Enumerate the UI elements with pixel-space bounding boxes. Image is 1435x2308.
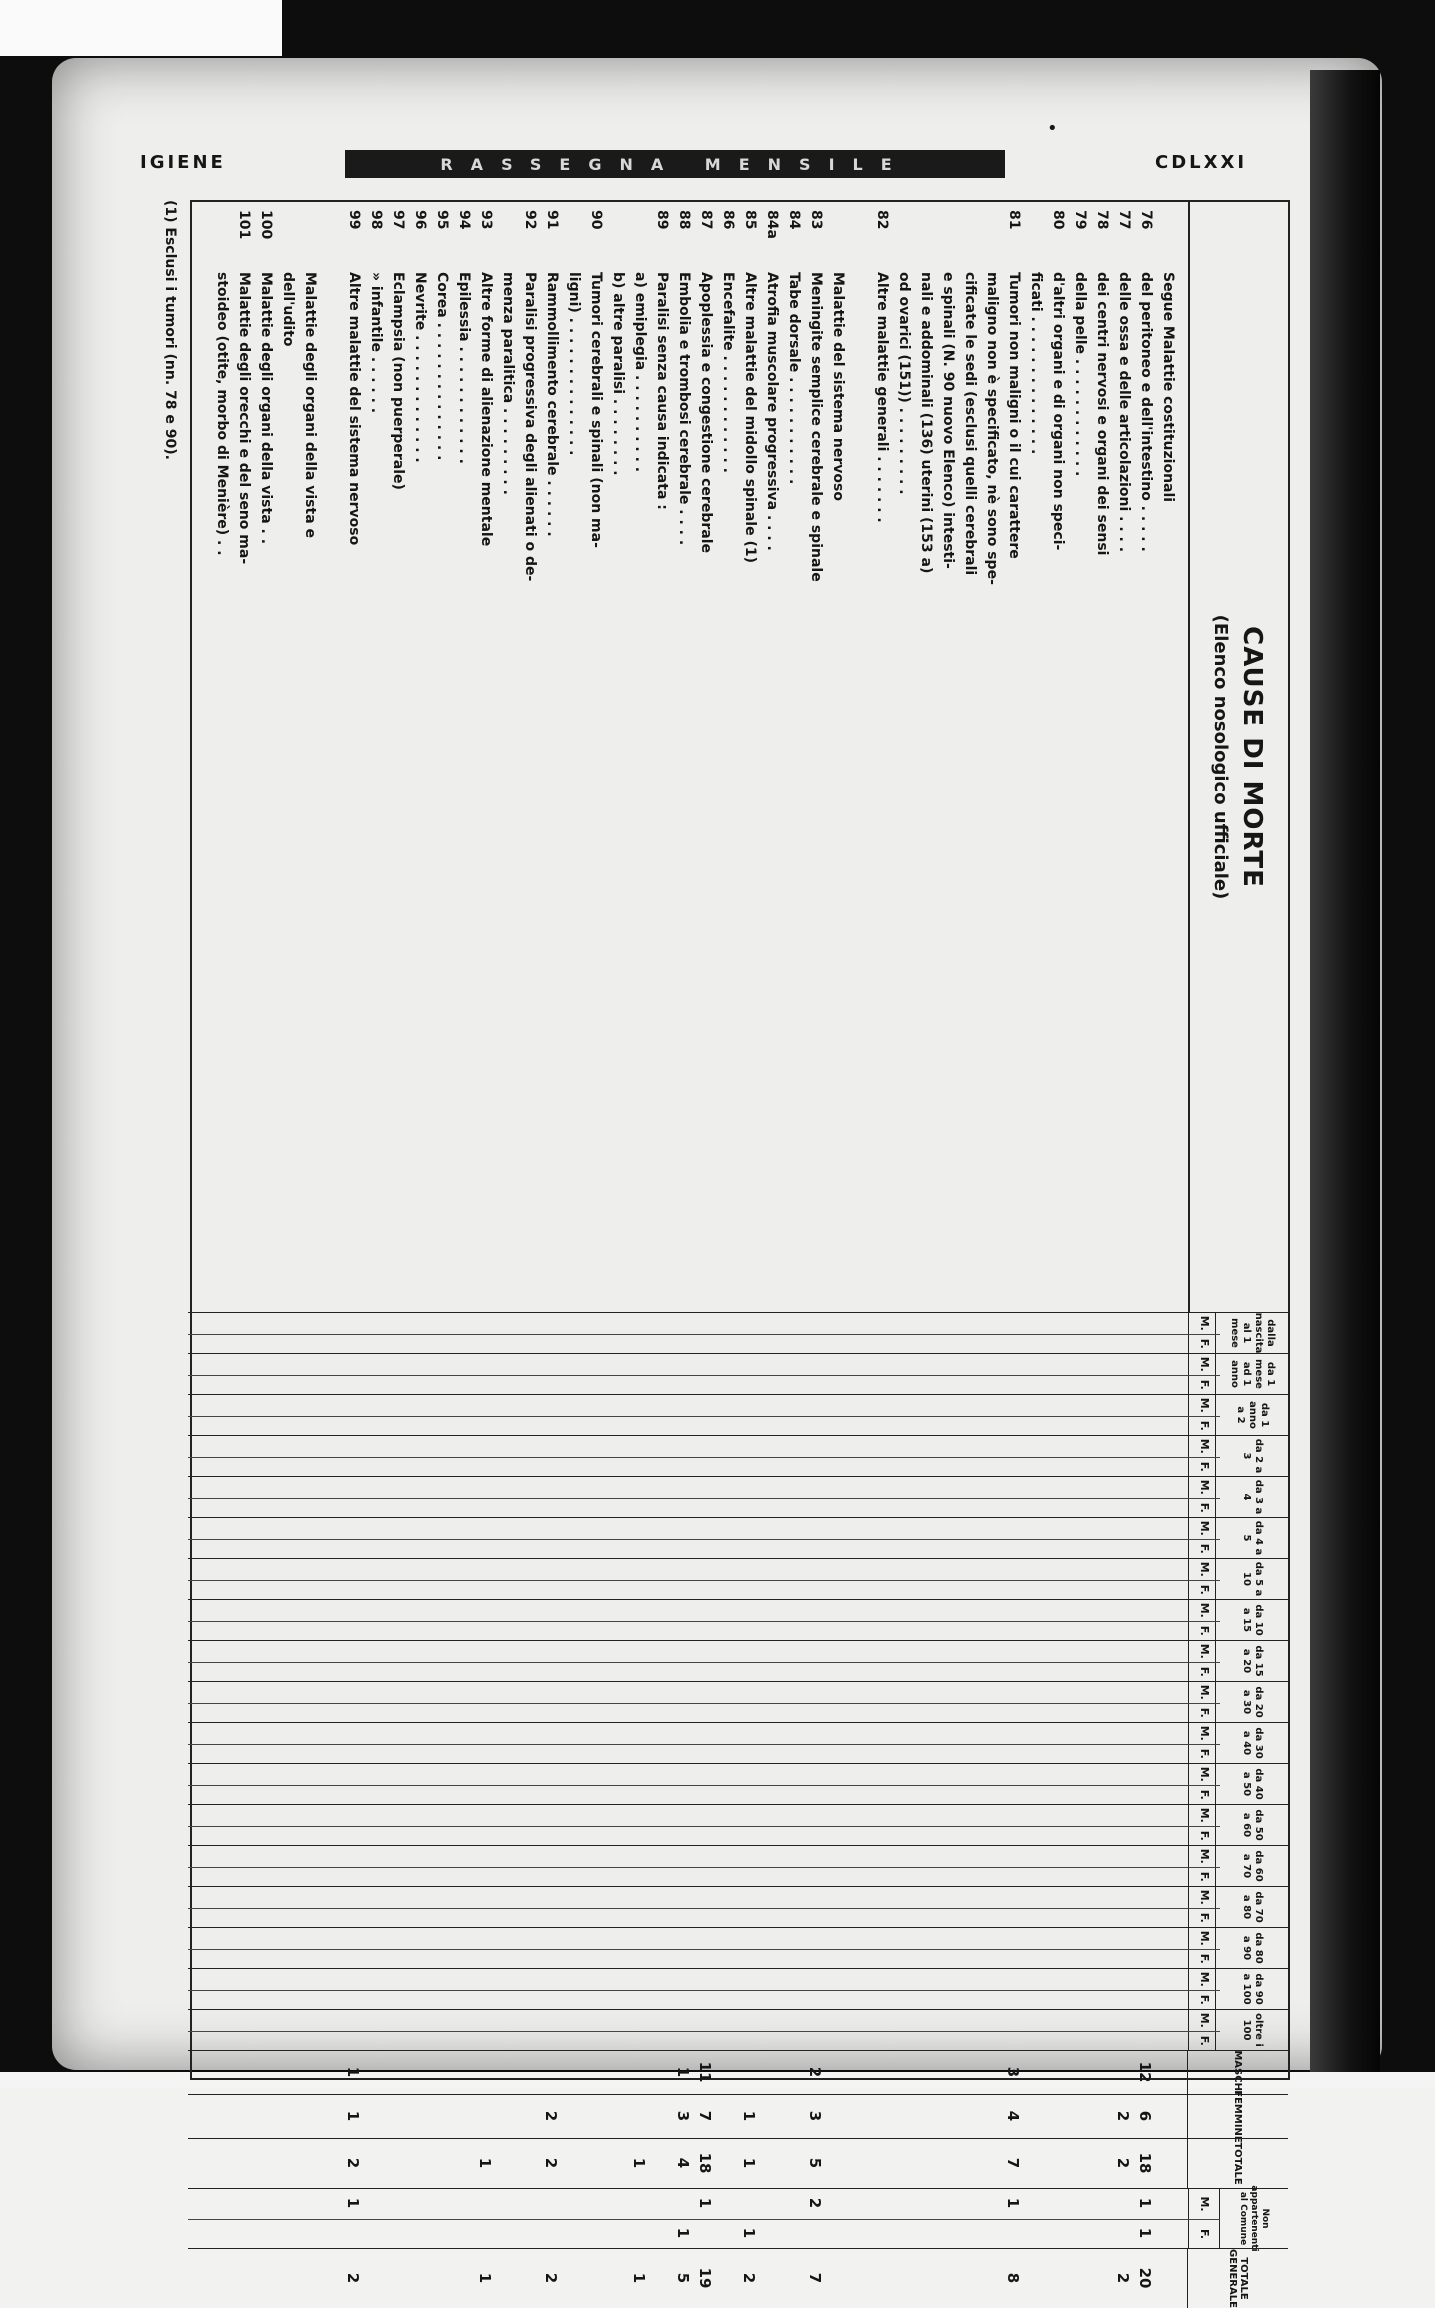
generale-value: 2 [740, 2272, 758, 2284]
sex-f-label: F. [1188, 1744, 1220, 1765]
age-column-7 [188, 1558, 1288, 1599]
row-number: 84a [764, 210, 780, 239]
sex-f-label: F. [1188, 1539, 1220, 1560]
sex-divider [188, 1375, 1220, 1376]
age-column-13 [188, 1804, 1288, 1845]
non_f-value: 1 [1136, 2227, 1154, 2239]
sex-divider [188, 2031, 1220, 2032]
sex-f-label: F. [1188, 1457, 1220, 1478]
cause-label: a) emiplegia . . . . . . . . . . [632, 272, 648, 473]
sex-divider [188, 1867, 1220, 1868]
non-appartenenti-column-label: Non appartenenti al Comune [1219, 2189, 1288, 2248]
row-number: 88 [676, 210, 692, 230]
sex-m-label: M. [1188, 1518, 1220, 1539]
generale-value: 20 [1136, 2267, 1154, 2289]
cause-label: e spinali (N. 90 nuovo Elenco) intesti- [940, 272, 956, 569]
totale-value: 2 [1114, 2157, 1132, 2169]
totale-value: 1 [476, 2157, 494, 2169]
sex-divider [188, 1662, 1220, 1663]
age-group-label: da 1 mese ad 1 anno [1215, 1354, 1288, 1394]
cause-label: Eclampsia (non puerperale) [390, 272, 406, 490]
row-number: 89 [654, 210, 670, 230]
row-number: 91 [544, 210, 560, 230]
sex-m-label: M. [1188, 1969, 1220, 1990]
sex-m-label: M. [1188, 1887, 1220, 1908]
femmine-value: 1 [344, 2110, 362, 2122]
age-column-18 [188, 2009, 1288, 2050]
age-group-label: da 70 a 80 [1215, 1887, 1288, 1927]
cause-label: della pelle . . . . . . . . . . . . [1072, 272, 1088, 477]
running-head-page-number: CDLXXI [1155, 152, 1248, 173]
cause-label: Tabe dorsale . . . . . . . . . . . [786, 272, 802, 485]
femmine-value: 3 [674, 2110, 692, 2122]
cause-label: cificate le sedi (esclusi quelli cerebrali [962, 272, 978, 576]
section-heading: dell'udito [280, 272, 296, 347]
sex-divider [188, 1498, 1220, 1499]
sex-m-label: M. [1188, 1600, 1220, 1621]
cause-label: » infantile . . . . . . [368, 272, 384, 414]
row-number: 98 [368, 210, 384, 230]
totale-value: 5 [806, 2157, 824, 2169]
row-number: 86 [720, 210, 736, 230]
sex-f-label: F. [1188, 1785, 1220, 1806]
femmine-column-label: FEMMINE [1187, 2095, 1288, 2138]
totale-value: 7 [1004, 2157, 1022, 2169]
generale-value: 1 [476, 2272, 494, 2284]
age-group-label: da 50 a 60 [1215, 1805, 1288, 1845]
sex-m-label: M. [1188, 2010, 1220, 2031]
cause-label: nali e addominali (136) uterini (153 a) [918, 272, 934, 574]
sex-divider [188, 1580, 1220, 1581]
cause-label: delle ossa e delle articolazioni . . . . [1116, 272, 1132, 553]
row-number: 81 [1006, 210, 1022, 230]
age-group-label: da 2 a 3 [1215, 1436, 1288, 1476]
row-number: 90 [588, 210, 604, 230]
age-group-label: da 10 a 15 [1215, 1600, 1288, 1640]
sex-m-label: M. [1188, 1682, 1220, 1703]
sex-divider [188, 1703, 1220, 1704]
generale-value: 1 [630, 2272, 648, 2284]
age-column-8 [188, 1599, 1288, 1640]
row-number: 85 [742, 210, 758, 230]
cause-label: Tumori cerebrali e spinali (non ma- [588, 272, 604, 548]
age-column-16 [188, 1927, 1288, 1968]
non_m-value: 2 [806, 2197, 824, 2209]
row-number: 76 [1138, 210, 1154, 230]
cause-label: Apoplessia e congestione cerebrale [698, 272, 714, 553]
row-number: 92 [522, 210, 538, 230]
non_f-value: 1 [674, 2227, 692, 2239]
age-column-14 [188, 1845, 1288, 1886]
row-number: 77 [1116, 210, 1132, 230]
row-number: 94 [456, 210, 472, 230]
sex-m-label: M. [1188, 1846, 1220, 1867]
cause-label: Corea . . . . . . . . . . . . . . [434, 272, 450, 461]
cause-label: ligni) . . . . . . . . . . . . . . [566, 272, 582, 456]
cause-label: Tumori non maligni o il cui carattere [1006, 272, 1022, 559]
femmine-value: 3 [806, 2110, 824, 2122]
age-group-label: oltre i 100 [1215, 2010, 1288, 2050]
cause-label: stoideo (otite, morbo di Menière) . . [214, 272, 230, 556]
age-group-label: da 30 a 40 [1215, 1723, 1288, 1763]
sex-m-label: M. [1188, 1559, 1220, 1580]
sex-m-label: M. [1188, 1805, 1220, 1826]
totale-value: 1 [630, 2157, 648, 2169]
age-group-label: da 20 a 30 [1215, 1682, 1288, 1722]
sex-f-label: F. [1188, 1703, 1220, 1724]
sex-f-label: F. [1188, 1416, 1220, 1437]
age-group-label: da 90 a 100 [1215, 1969, 1288, 2009]
cause-label: Malattie degli orecchi e del seno ma- [236, 272, 252, 565]
sex-divider [188, 1539, 1220, 1540]
footnote: (1) Esclusi i tumori (nn. 78 e 90). [162, 200, 178, 460]
age-column-10 [188, 1681, 1288, 1722]
sex-divider [188, 1334, 1220, 1335]
section-heading: Segue Malattie costituzionali [1160, 272, 1176, 503]
sex-f-label: F. [1188, 1662, 1220, 1683]
sex-divider [188, 1785, 1220, 1786]
femmine-value: 4 [1004, 2110, 1022, 2122]
sex-divider [188, 1416, 1220, 1417]
sex-f-label: F. [1188, 1826, 1220, 1847]
age-column-6 [188, 1517, 1288, 1558]
row-number: 87 [698, 210, 714, 230]
row-number: 96 [412, 210, 428, 230]
generale-value: 5 [674, 2272, 692, 2284]
totale-value: 2 [542, 2157, 560, 2169]
cause-label: maligno non è specificato, nè sono spe- [984, 272, 1000, 585]
age-column-1 [188, 1312, 1288, 1353]
totale-value: 1 [740, 2157, 758, 2169]
age-column-17 [188, 1968, 1288, 2009]
cause-label: Meningite semplice cerebrale e spinale [808, 272, 824, 582]
maschi-column-label: MASCHI [1187, 2051, 1288, 2094]
sex-m-label: M. [1188, 1313, 1220, 1334]
cause-header [1188, 202, 1288, 1312]
sex-m-label: M. [1188, 1354, 1220, 1375]
cause-label: menza paralitica . . . . . . . . . [500, 272, 516, 495]
scan-corner [0, 0, 282, 56]
maschi-value: 11 [696, 2061, 714, 2083]
age-group-label: da 40 a 50 [1215, 1764, 1288, 1804]
cause-label: od ovarici (151)) . . . . . . . . . [896, 272, 912, 495]
non_m-value: 1 [344, 2197, 362, 2209]
cause-label: Altre malattie del midollo spinale (1) [742, 272, 758, 564]
sex-m-label: M. [1188, 1477, 1220, 1498]
cause-label: Atrofia muscolare progressiva . . . . [764, 272, 780, 551]
totale-value: 4 [674, 2157, 692, 2169]
cause-label: Altre malattie generali . . . . . . . [874, 272, 890, 523]
cause-label: Embolia e trombosi cerebrale . . . . [676, 272, 692, 546]
bullet-mark: • [1047, 118, 1058, 139]
row-number: 83 [808, 210, 824, 230]
cause-subtitle: (Elenco nosologico ufficiale) [1210, 614, 1232, 900]
sex-f-label: F. [1188, 2219, 1220, 2249]
maschi-value: 2 [806, 2066, 824, 2078]
cause-label: Altre forme di alienazione mentale [478, 272, 494, 547]
row-number: 95 [434, 210, 450, 230]
generale-value: 19 [696, 2267, 714, 2289]
running-head [140, 118, 1340, 180]
age-group-label: da 3 a 4 [1215, 1477, 1288, 1517]
sex-divider [188, 1949, 1220, 1950]
non_m-value: 1 [1004, 2197, 1022, 2209]
sex-f-label: F. [1188, 1375, 1220, 1396]
row-number: 97 [390, 210, 406, 230]
row-number: 101 [236, 210, 252, 240]
sex-divider [188, 1990, 1220, 1991]
sex-divider [188, 1621, 1220, 1622]
row-number: 84 [786, 210, 802, 230]
sex-divider [188, 1908, 1220, 1909]
sex-divider [188, 2219, 1220, 2220]
sex-f-label: F. [1188, 1867, 1220, 1888]
cause-label: Rammollimento cerebrale . . . . . . [544, 272, 560, 537]
femmine-value: 2 [1114, 2110, 1132, 2122]
page-gutter-shadow [1310, 70, 1380, 2080]
cause-label: dei centri nervosi e organi dei sensi [1094, 272, 1110, 556]
age-column-2 [188, 1353, 1288, 1394]
maschi-value: 1 [674, 2066, 692, 2078]
age-column-9 [188, 1640, 1288, 1681]
row-number: 100 [258, 210, 274, 240]
age-column-15 [188, 1886, 1288, 1927]
section-heading: Malattie degli organi della vista e [302, 272, 318, 539]
non_m-value: 1 [696, 2197, 714, 2209]
section-heading: Malattie del sistema nervoso [830, 272, 846, 501]
row-number: 99 [346, 210, 362, 230]
row-number: 79 [1072, 210, 1088, 230]
generale-value: 2 [1114, 2272, 1132, 2284]
cause-label: Encefalite . . . . . . . . . . . . [720, 272, 736, 473]
age-group-label: da 15 a 20 [1215, 1641, 1288, 1681]
sex-divider [188, 1826, 1220, 1827]
sex-f-label: F. [1188, 1990, 1220, 2011]
row-number: 93 [478, 210, 494, 230]
cause-label: Paralisi progressiva degli alienati o de- [522, 272, 538, 582]
generale-value: 7 [806, 2272, 824, 2284]
age-group-label: da 1 anno a 2 [1215, 1395, 1288, 1435]
age-group-label: dalla nascita al 1 mese [1215, 1313, 1288, 1353]
cause-label: Epilessia . . . . . . . . . . . . [456, 272, 472, 464]
age-column-11 [188, 1722, 1288, 1763]
rotated-table-area [140, 200, 1290, 2308]
femmine-value: 2 [542, 2110, 560, 2122]
age-column-3 [188, 1394, 1288, 1435]
age-column-12 [188, 1763, 1288, 1804]
totale-value: 2 [344, 2157, 362, 2169]
cause-label: Altre malattie del sistema nervoso [346, 272, 362, 546]
cause-label: Nevrite . . . . . . . . . . . . . [412, 272, 428, 463]
sex-f-label: F. [1188, 2031, 1220, 2052]
sex-m-label: M. [1188, 1928, 1220, 1949]
sex-divider [188, 1744, 1220, 1745]
totale-value: 18 [696, 2152, 714, 2174]
generale-value: 2 [542, 2272, 560, 2284]
row-number: 82 [874, 210, 890, 230]
cause-label: Paralisi senza causa indicata : [654, 272, 670, 510]
sex-f-label: F. [1188, 1498, 1220, 1519]
row-number: 78 [1094, 210, 1110, 230]
age-column-4 [188, 1435, 1288, 1476]
totale-value: 18 [1136, 2152, 1154, 2174]
generale-value: 2 [344, 2272, 362, 2284]
row-number: 80 [1050, 210, 1066, 230]
sex-m-label: M. [1188, 1641, 1220, 1662]
sex-f-label: F. [1188, 1949, 1220, 1970]
femmine-value: 6 [1136, 2110, 1154, 2122]
age-group-label: da 5 a 10 [1215, 1559, 1288, 1599]
cause-label: Malattie degli organi della vista . . [258, 272, 274, 545]
sex-m-label: M. [1188, 1723, 1220, 1744]
sex-f-label: F. [1188, 1580, 1220, 1601]
running-head-title: RASSEGNA MENSILE [345, 150, 1005, 178]
age-group-label: da 80 a 90 [1215, 1928, 1288, 1968]
non_m-value: 1 [1136, 2197, 1154, 2209]
femmine-value: 7 [696, 2110, 714, 2122]
cause-title: CAUSE DI MORTE [1237, 626, 1268, 888]
sex-f-label: F. [1188, 1621, 1220, 1642]
generale-value: 8 [1004, 2272, 1022, 2284]
cause-label: d'altri organi e di organi non speci- [1050, 272, 1066, 551]
sex-m-label: M. [1188, 1764, 1220, 1785]
maschi-value: 3 [1004, 2066, 1022, 2078]
totale-generale-column-label: TOTALE GENERALE [1187, 2249, 1288, 2308]
femmine-value: 1 [740, 2110, 758, 2122]
cause-label: del peritoneo e dell'intestino . . . . . [1138, 272, 1154, 552]
maschi-value: 1 [344, 2066, 362, 2078]
sex-f-label: F. [1188, 1334, 1220, 1355]
age-column-5 [188, 1476, 1288, 1517]
cause-label: b) altre paralisi . . . . . . . . [610, 272, 626, 476]
sex-m-label: M. [1188, 1395, 1220, 1416]
cause-label: ficati . . . . . . . . . . . . . . [1028, 272, 1044, 455]
mortality-table [190, 200, 1290, 2308]
non_f-value: 1 [740, 2227, 758, 2239]
sex-m-label: M. [1188, 2189, 1220, 2219]
running-head-left: IGIENE [140, 152, 226, 173]
maschi-value: 12 [1136, 2061, 1154, 2083]
age-group-label: da 4 a 5 [1215, 1518, 1288, 1558]
sex-divider [188, 1457, 1220, 1458]
sex-m-label: M. [1188, 1436, 1220, 1457]
totale-column-label: TOTALE [1187, 2139, 1288, 2188]
age-group-label: da 60 a 70 [1215, 1846, 1288, 1886]
sex-f-label: F. [1188, 1908, 1220, 1929]
